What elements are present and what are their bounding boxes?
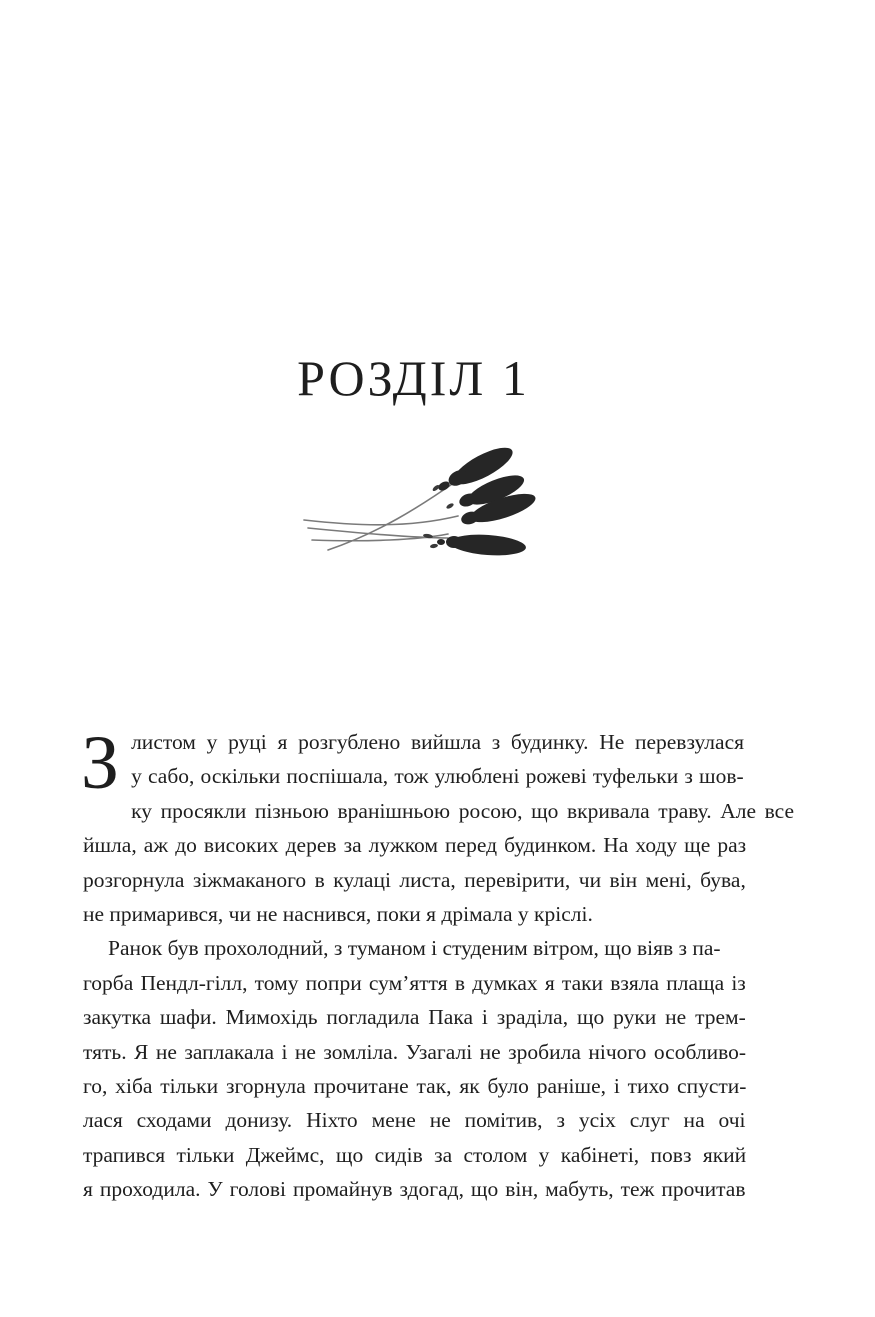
text-line: ку просякли пізньою вранішньою росою, що вкривала траву. Але все — [131, 798, 795, 823]
lavender-stem — [304, 516, 458, 525]
paragraph — [83, 931, 746, 1206]
chapter-body — [81, 721, 795, 1207]
text-line: не примарився, чи не наснився, поки я дрімала у кріслі. — [83, 902, 593, 927]
text-line: трапився тільки Джеймс, що сидів за столом у кабінеті, повз який — [83, 1142, 747, 1167]
text-line: закутка шафи. Мимохідь погладила Пака і зраділа, що руки не трем- — [83, 1005, 746, 1030]
text-line: я проходила. У голові промайнув здогад, що він, мабуть, теж прочитав — [83, 1177, 746, 1202]
chapter-title: РОЗДІЛ 1 — [297, 350, 530, 406]
lavender-flower-heads — [437, 441, 539, 558]
text-line: го, хіба тільки згорнула прочитане так, як було раніше, і тихо спусти- — [83, 1074, 747, 1099]
lavender-sprigs-illustration — [298, 438, 548, 568]
text-line: Ранок був прохолодний, з туманом і студеним вітром, що віяв з па- — [108, 936, 721, 961]
text-line: горба Пендл-гілл, тому попри сум’яття в думках я таки взяла плаща із — [83, 970, 746, 995]
text-line: тять. Я не заплакала і не зомліла. Узагалі не зробила нічого особливо- — [83, 1039, 747, 1064]
drop-cap: З — [81, 721, 120, 805]
text-line: лася сходами донизу. Ніхто мене не помітив, з усіх слуг на очі — [83, 1108, 746, 1133]
text-line: листом у руці я розгублено вийшла з будинку. Не перевзулася — [131, 730, 745, 754]
text-line: розгорнула зіжмаканого в кулаці листа, перевірити, чи він мені, бува, — [83, 867, 746, 892]
paragraph — [81, 721, 795, 931]
text-line: у сабо, оскільки поспішала, тож улюблені рожеві туфельки з шов- — [131, 764, 744, 789]
text-line: йшла, аж до високих дерев за лужком перед будинком. На ходу ще раз — [83, 833, 747, 858]
